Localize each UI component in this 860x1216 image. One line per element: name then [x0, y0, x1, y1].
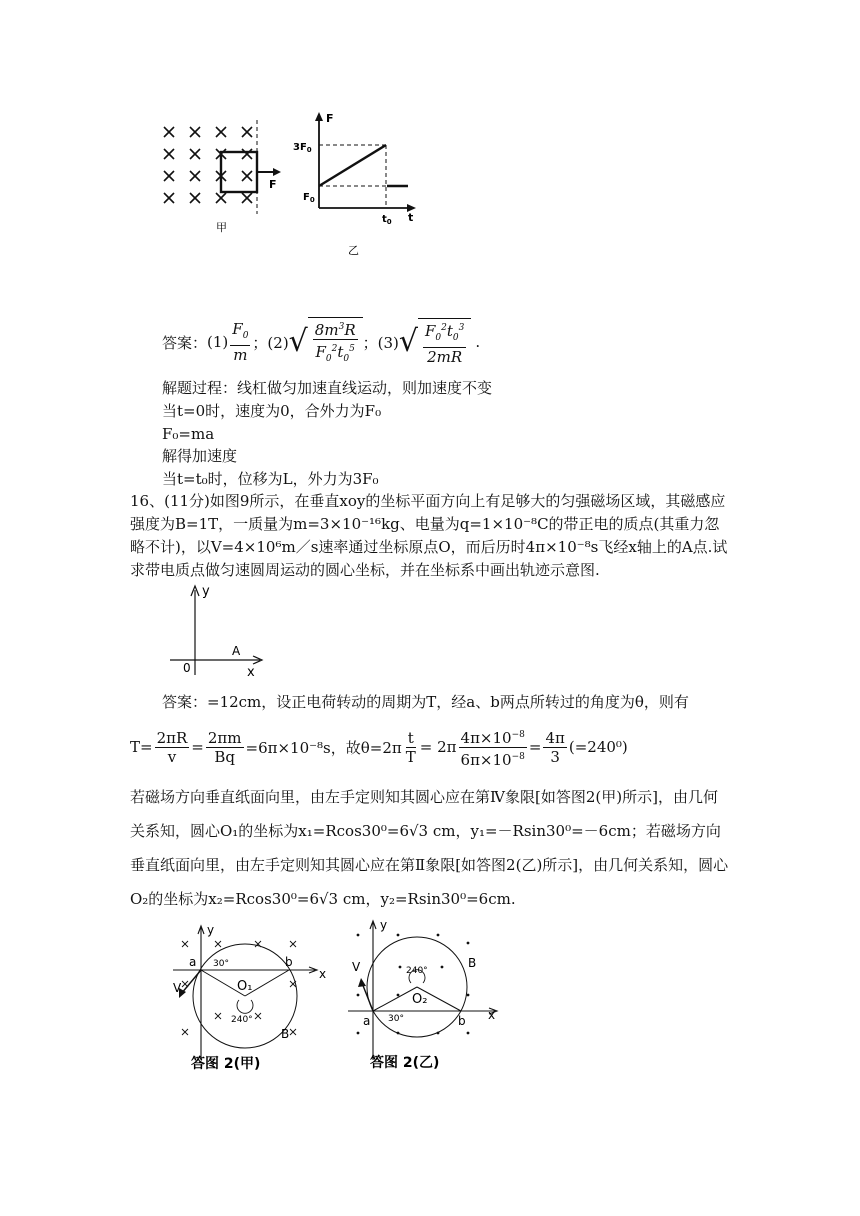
answer-3-sqrt: √ $\frac{F_0^2t_0^3}{2mR}$: [399, 318, 472, 366]
fig9-y: y: [202, 584, 210, 599]
fig2a-y: y: [207, 923, 215, 937]
fig2b-x: x: [488, 1008, 496, 1022]
fig9-a: A: [232, 644, 241, 658]
answer-p1: (1): [207, 333, 229, 351]
solution-line-4: 解得加速度: [162, 447, 238, 465]
answer-16-line-1: 答案：=12cm，设正电荷转动的周期为T，经a、b两点所转过的角度为θ，则有: [162, 693, 689, 711]
problem-16: 16、(11分)如图9所示，在垂直xoy的坐标平面方向上有足够大的匀强磁场区域，其磁感应强度为B=1T，一质量为m=3×10⁻¹⁶kg、电量为q=1×10⁻⁸C的带正电的质点(其重力忽略不计)，以V=4×10⁶m／s速率通过坐标原点O，而后历时4π×10⁻⁸s飞经x轴上的A点.试求带电质点做匀速圆周运动的圆心坐标，并在坐标系中画出轨迹示意图.: [130, 492, 728, 579]
fig2a-v: V: [173, 981, 182, 995]
solution-line-3: F₀=ma: [162, 425, 215, 443]
fig9-x: x: [247, 665, 255, 680]
answer-1-fraction: $\frac{F_0}{m}$: [232, 320, 249, 364]
fig-yi-label: 乙: [348, 244, 359, 257]
fig2b-b: b: [458, 1014, 466, 1028]
figure-yi: [290, 108, 425, 258]
answer-prefix: 答案：: [162, 333, 208, 352]
answer16-tail: (=240⁰): [568, 738, 628, 756]
fig2a-b: b: [285, 955, 293, 969]
f-axis-label: F: [326, 112, 334, 125]
frac-ratio: $\frac{4\pi\times 10^{-8}}{6\pi\times 10^{-8}}$: [459, 726, 527, 769]
answer-2-sqrt: √ $\frac{8m^3R}{F_0^2t_0^5}$: [289, 317, 363, 368]
solution-line-1: 解题过程：线杠做匀加速直线运动，则加速度不变: [162, 379, 493, 397]
tick-f0: $F_0$: [303, 192, 315, 204]
tick-3f0: $3F_0$: [293, 142, 312, 154]
fig2a-30: 30°: [213, 959, 229, 969]
frac-2piR-v: $\frac{2\pi R}{v}$: [156, 728, 188, 766]
solution-line-2: 当t=0时，速度为0，合外力为F₀: [162, 402, 382, 420]
tick-t0: $t_0$: [382, 214, 392, 226]
t-axis-label: t: [408, 211, 414, 224]
figure-jia: [155, 118, 290, 238]
answer-end: .: [475, 333, 481, 351]
fig2b-caption: 答图 2(乙): [370, 1055, 440, 1071]
answer16-mid: =6π×10⁻⁸s，故θ=2π: [245, 738, 402, 757]
fig2b-240: 240°: [406, 966, 428, 976]
frac-4pi-3: $\frac{4\pi}{3}$: [545, 728, 565, 766]
fig2b-v: V: [352, 960, 361, 974]
force-label: F: [269, 178, 277, 191]
fig2b-b-field: B: [468, 956, 477, 970]
answer-p3: ；(3): [362, 333, 399, 352]
answer-16-formula: T= $\frac{2\pi R}{v}$ = $\frac{2\pi m}{Bq}$ =6π×10⁻⁸s，故θ=2π $\frac{t}{T}$ = 2π $\frac{4\pi\times 10^{-8}}{6\pi\times 10^{-8}}$ = $\frac{4\pi}{3}$ (=240⁰): [130, 720, 628, 774]
force-line: [319, 145, 386, 186]
fig2b-y: y: [380, 918, 388, 932]
frac-2pim-bq: $\frac{2\pi m}{Bq}$: [207, 728, 242, 766]
answer-p2: ；(2): [252, 333, 289, 352]
fig2a-240: 240°: [231, 1015, 253, 1025]
paragraph-2: 若磁场方向垂直纸面向里，由左手定则知其圆心应在第Ⅳ象限[如答图2(甲)所示]，由几何关系知，圆心O₁的坐标为x₁=Rcos30⁰=6√3 cm，y₁=－Rsin30⁰=－6cm；若磁场方向垂直纸面向里，由左手定则知其圆心应在第Ⅱ象限[如答图2(乙)所示]，由几何关系知，圆心O₂的坐标为x₂=Rcos30⁰=6√3 cm，y₂=Rsin30⁰=6cm.: [130, 788, 729, 908]
fig2a-caption: 答图 2(甲): [191, 1056, 261, 1072]
fig2b-30: 30°: [388, 1014, 404, 1024]
fig2a-x: x: [319, 967, 327, 981]
fig9-origin: 0: [183, 661, 191, 675]
fig2a-a: a: [189, 955, 197, 969]
fig2a-o1: O₁: [237, 979, 253, 994]
t-eq: T=: [130, 738, 153, 756]
fig2a-b-field: B: [281, 1027, 290, 1041]
frac-t-T: $\frac{t}{T}$: [405, 728, 416, 766]
figure-2a: [165, 920, 340, 1075]
fig-jia-label: 甲: [216, 221, 227, 234]
fig2b-a: a: [363, 1014, 371, 1028]
fig2b-o2: O₂: [412, 992, 428, 1007]
figure-9: [165, 580, 270, 680]
figure-2b: [340, 915, 515, 1075]
solution-line-5: 当t=t₀时，位移为L，外力为3F₀: [162, 470, 379, 488]
answer-15: [162, 318, 480, 366]
